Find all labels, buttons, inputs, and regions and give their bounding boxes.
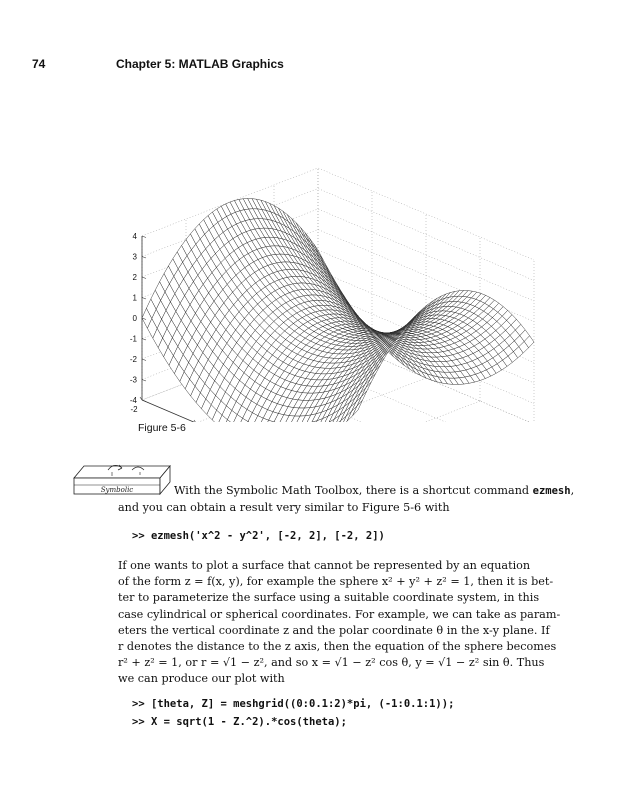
paragraph-2-line: If one wants to plot a surface that cannot be represented by an equation: [118, 559, 531, 572]
paragraph-1-line-2: and you can obtain a result very similar to Figure 5-6 with: [118, 501, 450, 514]
surface-plot: [130, 92, 570, 422]
page-number: 74: [32, 57, 46, 71]
z-tick-label: -1: [130, 334, 137, 344]
paragraph-2: [118, 558, 580, 688]
x-tick: [194, 420, 196, 422]
paragraph-2-line: case cylindrical or spherical coordinates. For example, we can take as param-: [118, 607, 561, 621]
z-tick-label: -2: [130, 355, 137, 364]
paragraph-2-line: r² + z² = 1, or r = √1 − z², and so x = √1 − z² cos θ, y = √1 − z² sin θ. Thus: [118, 656, 545, 670]
z-tick: [142, 380, 146, 382]
z-tick-label: 3: [132, 252, 137, 262]
figure-caption: Figure 5-6: [138, 422, 186, 434]
paragraph-2-line: eters the vertical coordinate z and the polar coordinate θ in the x-y plane. If: [118, 623, 550, 637]
z-tick-label: 4: [132, 232, 137, 241]
z-tick: [142, 339, 146, 341]
z-tick: [142, 298, 146, 300]
paragraph-2-line: of the form z = f(x, y), for example the sphere x² + y² + z² = 1, then it is bet-: [118, 575, 554, 589]
mesh-surface: [142, 198, 534, 422]
code-block-1: >> ezmesh('x^2 - y^2', [-2, 2], [-2, 2]): [132, 530, 385, 542]
paragraph-2-line: r denotes the distance to the z axis, then the equation of the sphere becomes: [118, 640, 557, 654]
icon-label: Symbolic: [100, 486, 134, 494]
paragraph-2-line: we can produce our plot with: [118, 672, 285, 686]
inline-code-ezmesh: ezmesh: [532, 485, 571, 497]
code-line-2: >> [theta, Z] = meshgrid((0:0.1:2)*pi, (-1:0.1:1));: [132, 698, 455, 710]
x-tick-label: -2: [130, 405, 138, 414]
symbolic-toolbox-icon: [72, 458, 176, 503]
chapter-title: Chapter 5: MATLAB Graphics: [116, 57, 284, 71]
z-tick-label: 2: [132, 273, 137, 282]
paragraph-1-line-1: With the Symbolic Math Toolbox, there is a shortcut command ezmesh,: [174, 484, 575, 497]
z-tick-label: 1: [132, 293, 137, 303]
z-tick-label: -4: [130, 396, 137, 405]
z-tick: [142, 236, 146, 238]
z-tick-label: -3: [130, 375, 137, 385]
z-tick: [142, 359, 146, 361]
z-tick: [142, 257, 146, 259]
code-line-3: >> X = sqrt(1 - Z.^2).*cos(theta);: [132, 716, 347, 728]
z-tick-label: 0: [132, 314, 137, 323]
z-tick: [142, 277, 146, 279]
paragraph-2-line: ter to parameterize the surface using a suitable coordinate system, in this: [118, 591, 540, 605]
